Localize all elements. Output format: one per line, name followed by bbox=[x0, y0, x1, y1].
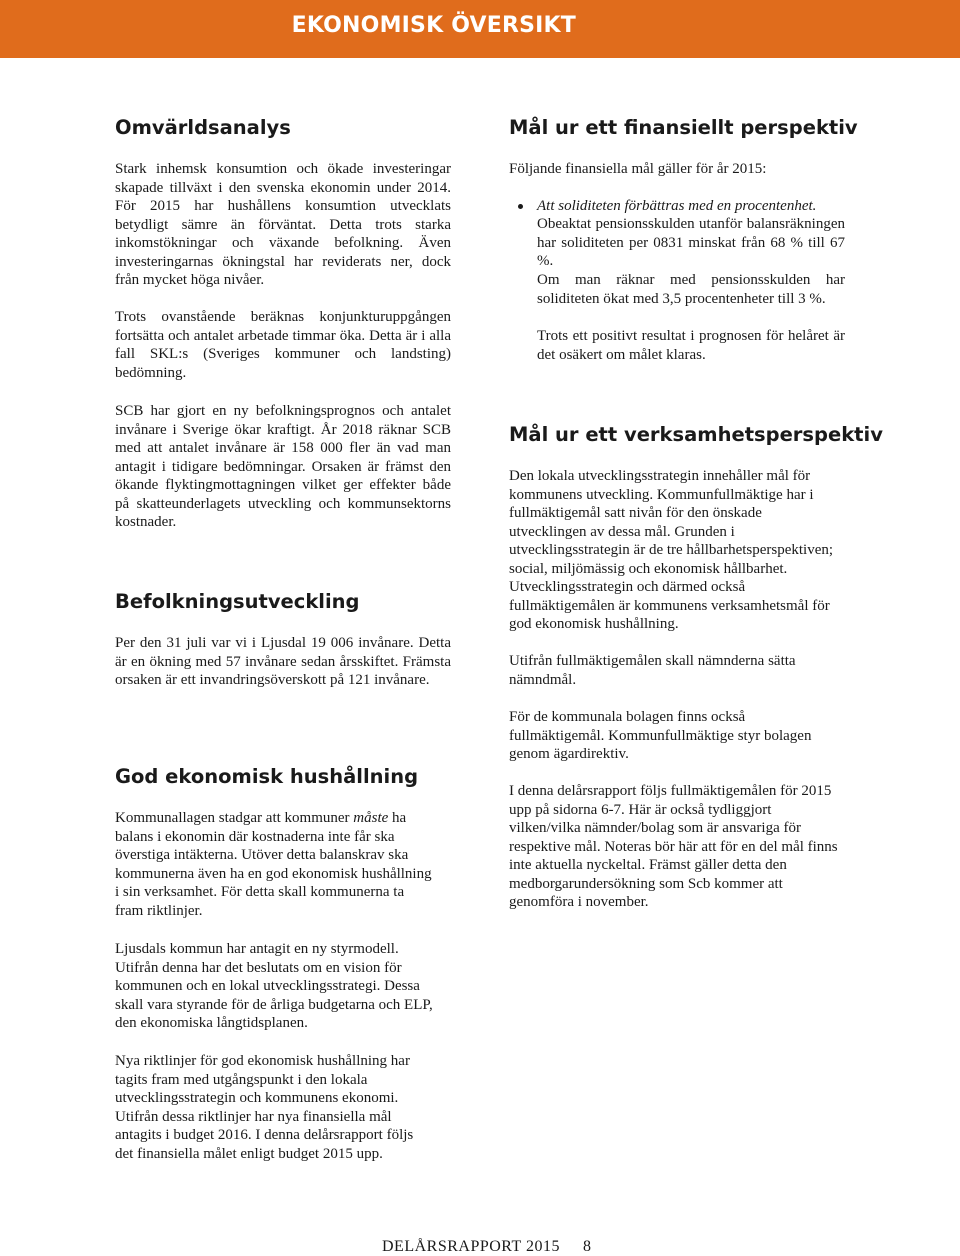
header-banner bbox=[0, 0, 960, 58]
list-item: Att soliditeten förbättras med en procentenhet. bbox=[537, 197, 845, 216]
paragraph-omvarld-1: Stark inhemsk konsumtion och ökade investeringar skapade tillväxt i den svenska ekonomin under 2014. För 2015 har hushållens konsumtion utvecklats betydligt sämre än förväntat. Detta trots starka inkomstökningar och växande befolkning. Även investeringarnas ökningstal har reviderats ner, dock från mycket höga nivåer. bbox=[115, 161, 451, 288]
page-footer bbox=[382, 1238, 592, 1256]
heading-befolkningsutveckling: Befolkningsutveckling bbox=[115, 590, 360, 613]
finansiella-mal-list bbox=[537, 197, 845, 216]
paragraph-finansiellt-after-3: Trots ett positivt resultat i prognosen för helåret är det osäkert om målet klaras. bbox=[537, 328, 845, 363]
paragraph-finansiellt-after-2: Om man räknar med pensionsskulden har soliditeten ökat med 3,5 procentenheter till 3 %. bbox=[537, 272, 845, 307]
paragraph-omvarld-2: Trots ovanstående beräknas konjunkturuppgången fortsätta och antalet arbetade timmar öka. Detta är i alla fall SKL:s (Sveriges kommuner och landsting) bedömning. bbox=[115, 309, 451, 381]
page-title: EKONOMISK ÖVERSIKT bbox=[291, 13, 576, 38]
heading-god-ekonomisk-hushallning: God ekonomisk hushållning bbox=[115, 765, 419, 788]
paragraph-omvarld-3: SCB har gjort en ny befolkningsprognos och antalet invånare i Sverige ökar kraftigt. År 2018 räknar SCB med att antalet invånare är 158 000 fler än vad man antagit i tidigare bedömningar. Orsaken är främst den ökande flyktingmottagningen vilket ger effekter både på skatteunderlagets utveckling och kommunsektorns kostnader. bbox=[115, 403, 451, 530]
paragraph-finansiellt-intro: Följande finansiella mål gäller för år 2015: bbox=[509, 161, 767, 177]
paragraph-hushallning-1: Kommunallagen stadgar att kommuner måste ha balans i ekonomin där kostnaderna inte får ska överstiga intäkterna. Utöver detta balanskrav ska kommunerna även ha en god ekonomisk hushållning i sin verksamhet. För detta skall kommunerna ta fram riktlinjer. bbox=[115, 810, 432, 919]
footer-label: DELÅRSRAPPORT 2015 bbox=[382, 1238, 560, 1255]
paragraph-hushallning-3: Nya riktlinjer för god ekonomisk hushållning har tagits fram med utgångspunkt i den lokala utvecklingsstrategin och kommunens ekonomi. Utifrån dessa riktlinjer har nya finansiella mål antagits i budget 2016. I denna delårsrapport följs det finansiella målet enligt budget 2015 upp. bbox=[115, 1053, 414, 1162]
heading-finansiellt-perspektiv: Mål ur ett finansiellt perspektiv bbox=[509, 116, 858, 139]
heading-omvarldsanalys: Omvärldsanalys bbox=[115, 116, 291, 139]
heading-verksamhetsperspektiv: Mål ur ett verksamhetsperspektiv bbox=[509, 423, 883, 446]
paragraph-verksamhet-3: För de kommunala bolagen finns också fullmäktigemål. Kommunfullmäktige styr bolagen genom ägardirektiv. bbox=[509, 709, 812, 762]
bullet-icon bbox=[518, 204, 523, 209]
paragraph-befolkning-1: Per den 31 juli var vi i Ljusdal 19 006 invånare. Detta är en ökning med 57 invånare sedan årsskiftet. Främsta orsaken är ett invandringsöverskott på 121 invånare. bbox=[115, 635, 451, 688]
paragraph-verksamhet-4: I denna delårsrapport följs fullmäktigemålen för 2015 upp på sidorna 6-7. Här är också tydliggjort vilken/vilka nämnder/bolag som är ansvariga för respektive mål. Noteras bör här att för en del mål finns inte aktuella nyckeltal. Främst gäller detta den medborgarundersökning som Scb kommer att genomföra i november. bbox=[509, 783, 838, 910]
paragraph-verksamhet-2: Utifrån fullmäktigemålen skall nämnderna sätta nämndmål. bbox=[509, 653, 796, 688]
paragraph-verksamhet-1: Den lokala utvecklingsstrategin innehåller mål för kommunens utveckling. Kommunfullmäktige har i fullmäktigemål satt nivån för den önskade utvecklingen av dessa mål. Grunden i utvecklingsstrategin är de tre hållbarhetsperspektiven; social, miljömässig och ekonomisk hållbarhet. Utvecklingsstrategin och därmed också fullmäktigemålen är kommunens verksamhetsmål för god ekonomisk hushållning. bbox=[509, 468, 834, 632]
paragraph-hushallning-2: Ljusdals kommun har antagit en ny styrmodell. Utifrån denna har det beslutats om en vision för kommunen och en lokal utvecklingsstrategi. Dessa skall vara styrande för de årliga budgetarna och ELP, den ekonomiska långtidsplanen. bbox=[115, 941, 433, 1031]
paragraph-finansiellt-after-1: Obeaktat pensionsskulden utanför balansräkningen har soliditeten per 0831 minskat från 68 % till 67 %. bbox=[537, 216, 845, 269]
page-number: 8 bbox=[583, 1238, 592, 1255]
